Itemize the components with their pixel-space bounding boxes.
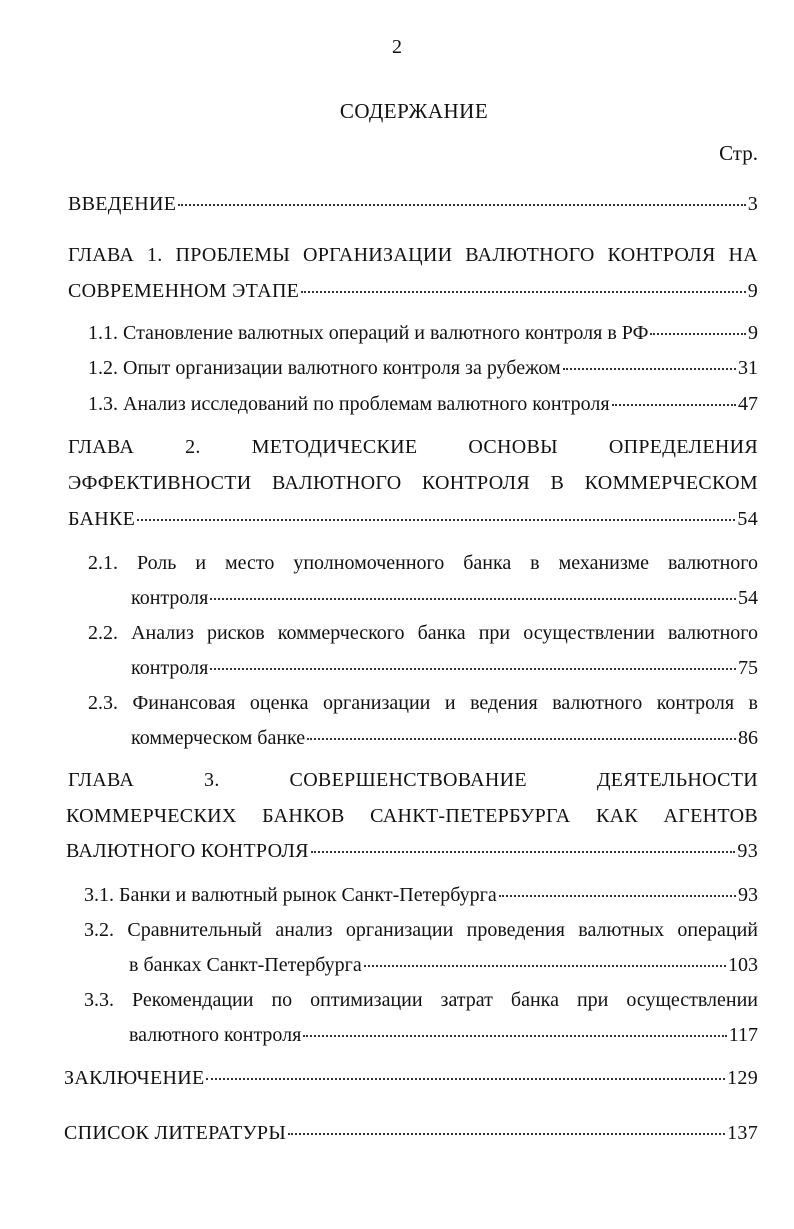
toc-chapter-2-line-1[interactable]: ГЛАВА 2. МЕТОДИЧЕСКИЕ ОСНОВЫ ОПРЕДЕЛЕНИЯ [68, 436, 758, 458]
toc-entry-text: валютного контроля [129, 1024, 302, 1046]
dot-leader [301, 291, 745, 293]
toc-entry-text: ВАЛЮТНОГО КОНТРОЛЯ [66, 840, 309, 862]
dot-leader [210, 668, 736, 670]
toc-section-3-2-line-1[interactable]: 3.2. Сравнительный анализ организации проведения валютных операций [84, 919, 758, 941]
toc-section-1-1[interactable] [88, 322, 758, 345]
toc-entry-text: СПИСОК ЛИТЕРАТУРЫ [64, 1122, 287, 1144]
toc-entry-text: контроля [131, 657, 209, 679]
toc-chapter-3-line-2[interactable]: КОММЕРЧЕСКИХ БАНКОВ САНКТ-ПЕТЕРБУРГА КАК АГЕНТОВ [66, 805, 758, 827]
toc-page-number: 137 [727, 1122, 758, 1144]
toc-page-number: 129 [727, 1067, 758, 1089]
toc-page-number: 9 [747, 280, 758, 302]
toc-entry-text: контроля [131, 587, 209, 609]
toc-section-3-3-line-1[interactable]: 3.3. Рекомендации по оптимизации затрат банка при осуществлении [84, 989, 758, 1011]
toc-section-1-2[interactable] [88, 357, 758, 380]
toc-section-2-2[interactable] [131, 657, 758, 680]
toc-chapter-2[interactable] [68, 508, 758, 531]
page-number: 2 [392, 36, 402, 58]
toc-page-number: 47 [738, 393, 758, 415]
dot-leader [178, 204, 745, 206]
toc-entry-text: ВВЕДЕНИЕ [68, 193, 177, 215]
dot-leader [364, 965, 726, 967]
dot-leader [311, 851, 736, 853]
toc-entry-intro[interactable] [68, 193, 758, 216]
dot-leader [137, 519, 735, 521]
toc-page-number: 9 [748, 322, 758, 344]
toc-entry-conclusion[interactable] [64, 1067, 758, 1090]
toc-page-number: 93 [737, 840, 758, 862]
toc-entry-text: ЗАКЛЮЧЕНИЕ [64, 1067, 205, 1089]
dot-leader [288, 1133, 725, 1135]
toc-page-number: 3 [747, 193, 758, 215]
toc-page-number: 54 [737, 508, 758, 530]
toc-section-3-3[interactable] [129, 1024, 758, 1047]
dot-leader [206, 1078, 725, 1080]
toc-page-number: 117 [728, 1024, 758, 1046]
toc-chapter-3[interactable] [66, 840, 758, 863]
dot-leader [210, 598, 736, 600]
dot-leader [563, 368, 736, 370]
toc-section-2-2-line-1[interactable]: 2.2. Анализ рисков коммерческого банка при осуществлении валютного [88, 622, 758, 644]
toc-entry-text: СОВРЕМЕННОМ ЭТАПЕ [68, 280, 300, 302]
toc-chapter-3-line-1[interactable]: ГЛАВА 3. СОВЕРШЕНСТВОВАНИЕ ДЕЯТЕЛЬНОСТИ [68, 769, 758, 791]
toc-entry-text: БАНКЕ [68, 508, 136, 530]
toc-section-2-1[interactable] [131, 587, 758, 610]
toc-chapter-1[interactable] [68, 280, 758, 303]
toc-entry-bibliography[interactable] [64, 1122, 758, 1145]
toc-entry-text: 1.1. Становление валютных операций и валютного контроля в РФ [88, 322, 649, 344]
dot-leader [307, 738, 736, 740]
toc-page-number: 54 [738, 587, 758, 609]
page-column-label: Стр. [719, 141, 758, 165]
toc-page-number: 93 [738, 884, 758, 906]
dot-leader [650, 333, 746, 335]
toc-section-2-3-line-1[interactable]: 2.3. Финансовая оценка организации и ведения валютного контроля в [88, 692, 758, 714]
toc-section-3-2[interactable] [129, 954, 758, 977]
page-title: СОДЕРЖАНИЕ [339, 99, 489, 123]
toc-section-1-3[interactable] [88, 393, 758, 416]
toc-entry-text: 1.2. Опыт организации валютного контроля за рубежом [88, 357, 561, 379]
toc-entry-text: 1.3. Анализ исследований по проблемам валютного контроля [88, 393, 610, 415]
toc-page-number: 31 [738, 357, 758, 379]
toc-section-2-3[interactable] [131, 727, 758, 750]
dot-leader [303, 1035, 726, 1037]
toc-entry-text: коммерческом банке [131, 727, 306, 749]
toc-page-number: 86 [738, 727, 758, 749]
toc-section-2-1-line-1[interactable]: 2.1. Роль и место уполномоченного банка в механизме валютного [88, 552, 758, 574]
toc-entry-text: в банках Санкт-Петербурга [129, 954, 362, 976]
dot-leader [499, 895, 736, 897]
dot-leader [612, 404, 736, 406]
toc-section-3-1[interactable] [84, 884, 758, 907]
toc-entry-text: 3.1. Банки и валютный рынок Санкт-Петербурга [84, 884, 497, 906]
toc-chapter-2-line-2[interactable]: ЭФФЕКТИВНОСТИ ВАЛЮТНОГО КОНТРОЛЯ В КОММЕРЧЕСКОМ [68, 472, 758, 494]
toc-page-number: 75 [738, 657, 758, 679]
toc-page-number: 103 [728, 954, 758, 976]
toc-chapter-1-line-1[interactable]: ГЛАВА 1. ПРОБЛЕМЫ ОРГАНИЗАЦИИ ВАЛЮТНОГО КОНТРОЛЯ НА [68, 244, 758, 266]
